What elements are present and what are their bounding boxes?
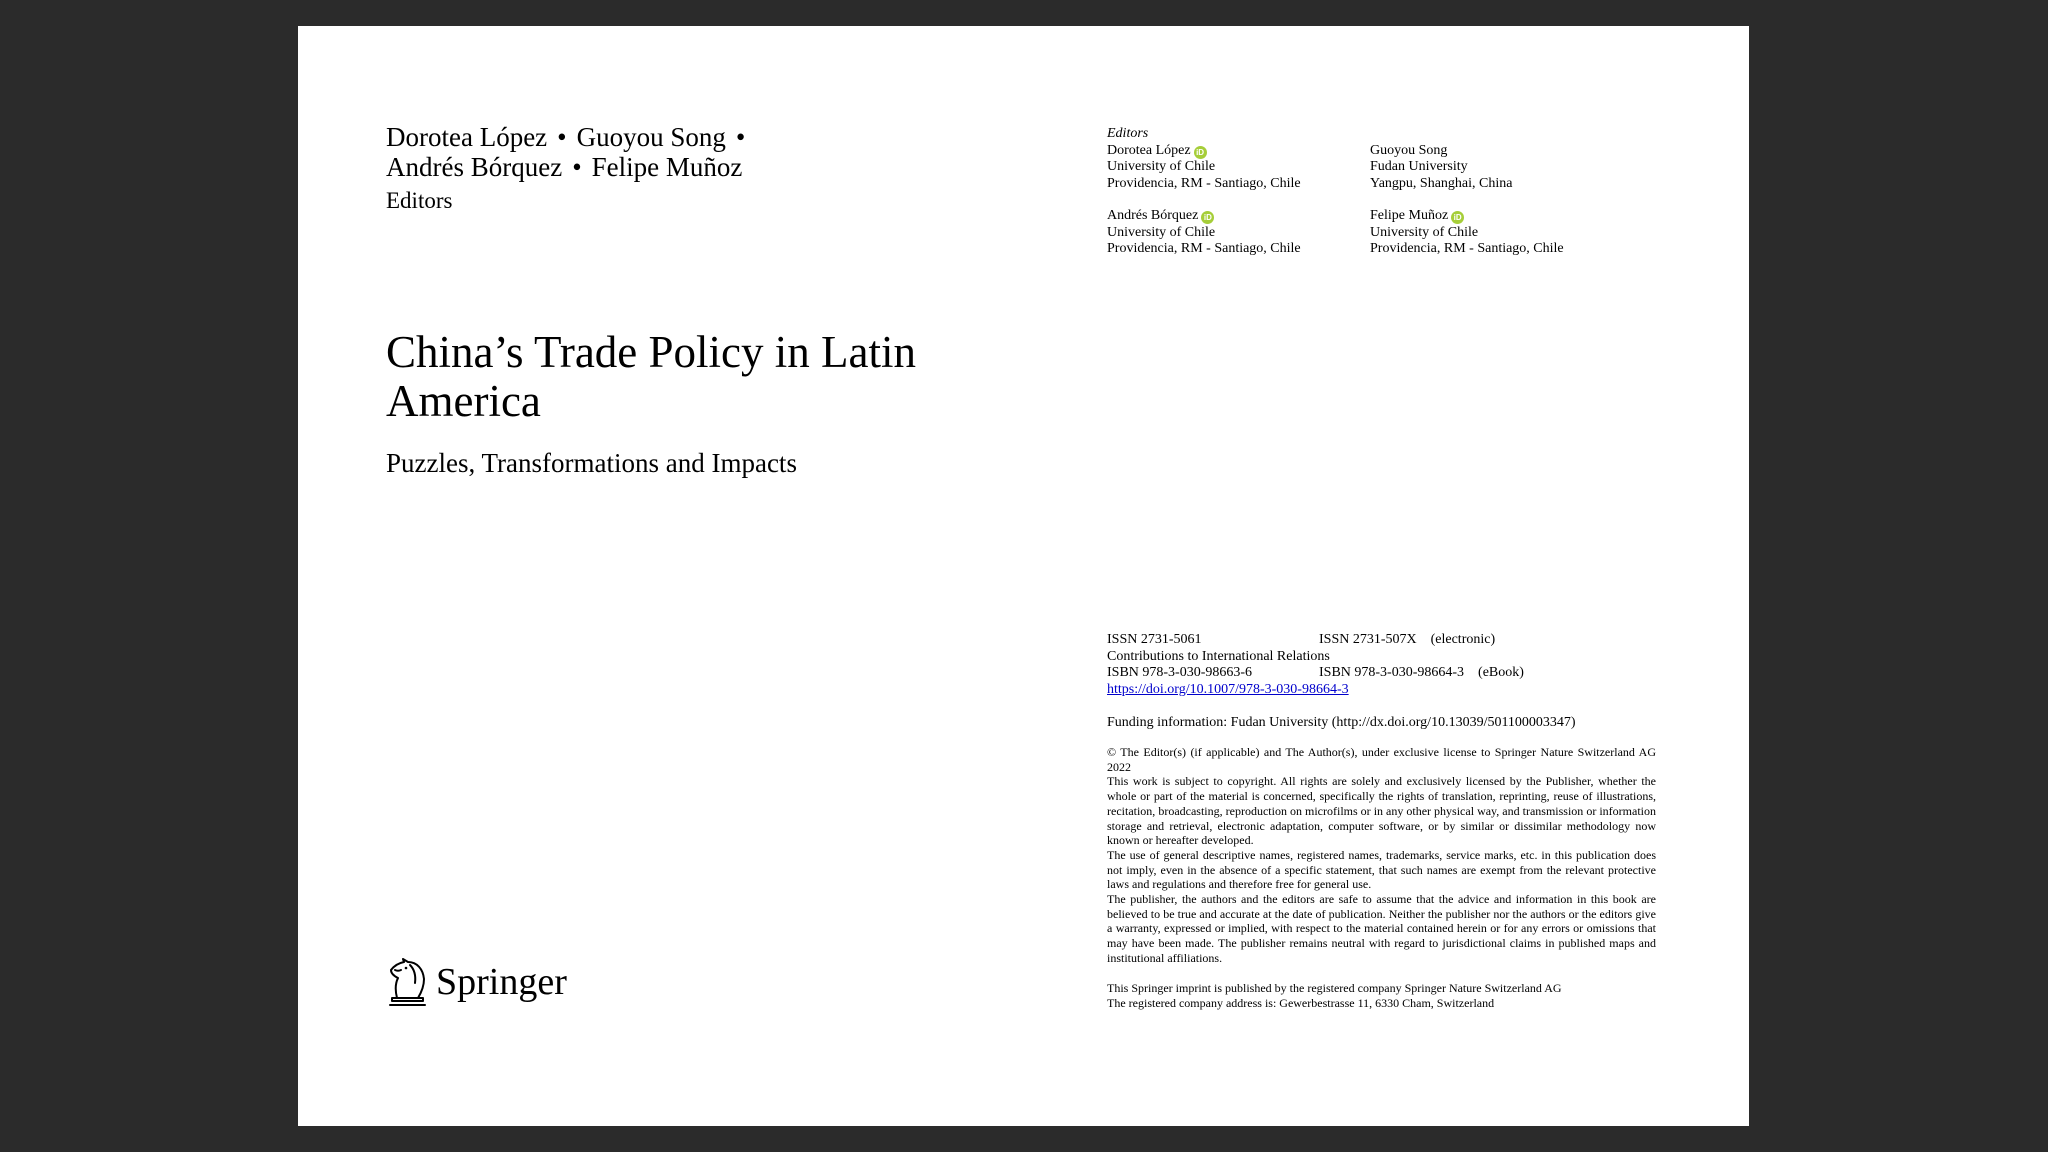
editor-name: Dorotea López: [1107, 142, 1191, 158]
issn-electronic: ISSN 2731-507X (electronic): [1319, 632, 1496, 647]
publisher-name: Springer: [436, 961, 567, 1003]
editor-entry: [1107, 208, 1370, 258]
legal-paragraph: The publisher, the authors and the editors are safe to assume that the advice and information in this book are believed to be true and accurate at the date of publication. Neither the publisher nor the authors or the editors give a warranty, expressed or implied, with respect to the material contained herein or for any errors or omissions that may have been made. The publisher remains neutral with regard to jurisdictional claims in published maps and institutional affiliations.: [1107, 892, 1656, 965]
editor-name: Dorotea López: [386, 122, 548, 152]
editor-affiliation: Fudan University: [1370, 159, 1468, 174]
imprint-line: This Springer imprint is published by the registered company Springer Nature Switzerland AG: [1107, 981, 1562, 995]
isbn-row: [1107, 665, 1667, 682]
editors-heading: Editors: [1107, 126, 1149, 141]
series-title: Contributions to International Relations: [1107, 648, 1330, 664]
editor-name: Felipe Muñoz: [591, 152, 743, 182]
editor-name: Andrés Bórquez: [1107, 208, 1199, 223]
legal-paragraph: This work is subject to copyright. All rights are solely and exclusively licensed by the Publisher, whether the whole or part of the material is concerned, specifically the rights of translation, reprinting, reuse of illustrations, recitation, broadcasting, reproduction on microfilms or in any other physical way, and transmission or information storage and retrieval, electronic adaptation, computer software, or by similar or dissimilar methodology now known or hereafter developed.: [1107, 774, 1656, 848]
editor-name: Andrés Bórquez: [386, 152, 563, 182]
editor-location: Providencia, RM - Santiago, Chile: [1107, 241, 1301, 256]
bibliographic-info: [1107, 632, 1667, 698]
imprint-statement: [1107, 981, 1562, 1011]
editor-entry: [1107, 143, 1370, 193]
editors-section: [1107, 126, 1620, 258]
title-page: [298, 26, 1023, 1126]
editor-name: Guoyou Song: [1370, 142, 1448, 158]
editor-affiliation: University of Chile: [1370, 224, 1479, 240]
editor-affiliation: University of Chile: [1107, 224, 1216, 240]
publisher-imprint: [386, 958, 567, 1006]
book-title: China’s Trade Policy in Latin America: [386, 327, 917, 426]
imprint-address: The registered company address is: Gewerbestrasse 11, 6330 Cham, Switzerland: [1107, 996, 1495, 1010]
doi-link[interactable]: https://doi.org/10.1007/978-3-030-98664-3: [1107, 681, 1349, 697]
editor-affiliation: University of Chile: [1107, 159, 1216, 174]
editor-entry: [1370, 143, 1620, 193]
book-spread: [298, 26, 1749, 1126]
editor-location: Providencia, RM - Santiago, Chile: [1107, 175, 1301, 191]
orcid-icon[interactable]: iD: [1201, 211, 1214, 224]
editors-line-2: [386, 152, 755, 182]
bullet-separator: •: [735, 122, 746, 152]
editor-entry: [1370, 208, 1620, 258]
bullet-separator: •: [557, 122, 567, 152]
editor-name: Felipe Muñoz: [1370, 208, 1449, 223]
isbn-ebook: ISBN 978-3-030-98664-3 (eBook): [1319, 665, 1524, 680]
legal-paragraph: The use of general descriptive names, registered names, trademarks, service marks, etc. in this publication does not imply, even in the absence of a specific statement, that such names are exempt from the relevant protective laws and regulations and therefore free for general use.: [1107, 847, 1656, 892]
editors-label: Editors: [386, 188, 453, 213]
copyright-page: [1023, 26, 1749, 1126]
bullet-separator: •: [572, 152, 582, 182]
copyright-notice: © The Editor(s) (if applicable) and The Author(s), under exclusive license to Springer Nature Switzerland AG 2022: [1107, 745, 1656, 774]
orcid-icon[interactable]: iD: [1451, 211, 1464, 224]
editors-block: [386, 122, 755, 216]
issn-row: [1107, 632, 1667, 649]
funding-information: Funding information: Fudan University (http://dx.doi.org/10.13039/501100003347): [1107, 715, 1576, 730]
editors-line-1: [386, 122, 755, 152]
editors-grid: [1107, 143, 1620, 258]
isbn-print: ISBN 978-3-030-98663-6: [1107, 665, 1253, 680]
editor-location: Yangpu, Shanghai, China: [1370, 175, 1513, 191]
orcid-icon[interactable]: iD: [1194, 146, 1207, 159]
springer-horse-logo-icon: [386, 958, 428, 1006]
book-subtitle: Puzzles, Transformations and Impacts: [386, 448, 797, 478]
issn-print: ISSN 2731-5061: [1107, 632, 1202, 647]
legal-notice: [1107, 745, 1656, 966]
editor-location: Providencia, RM - Santiago, Chile: [1370, 241, 1564, 256]
editor-name: Guoyou Song: [576, 122, 726, 152]
